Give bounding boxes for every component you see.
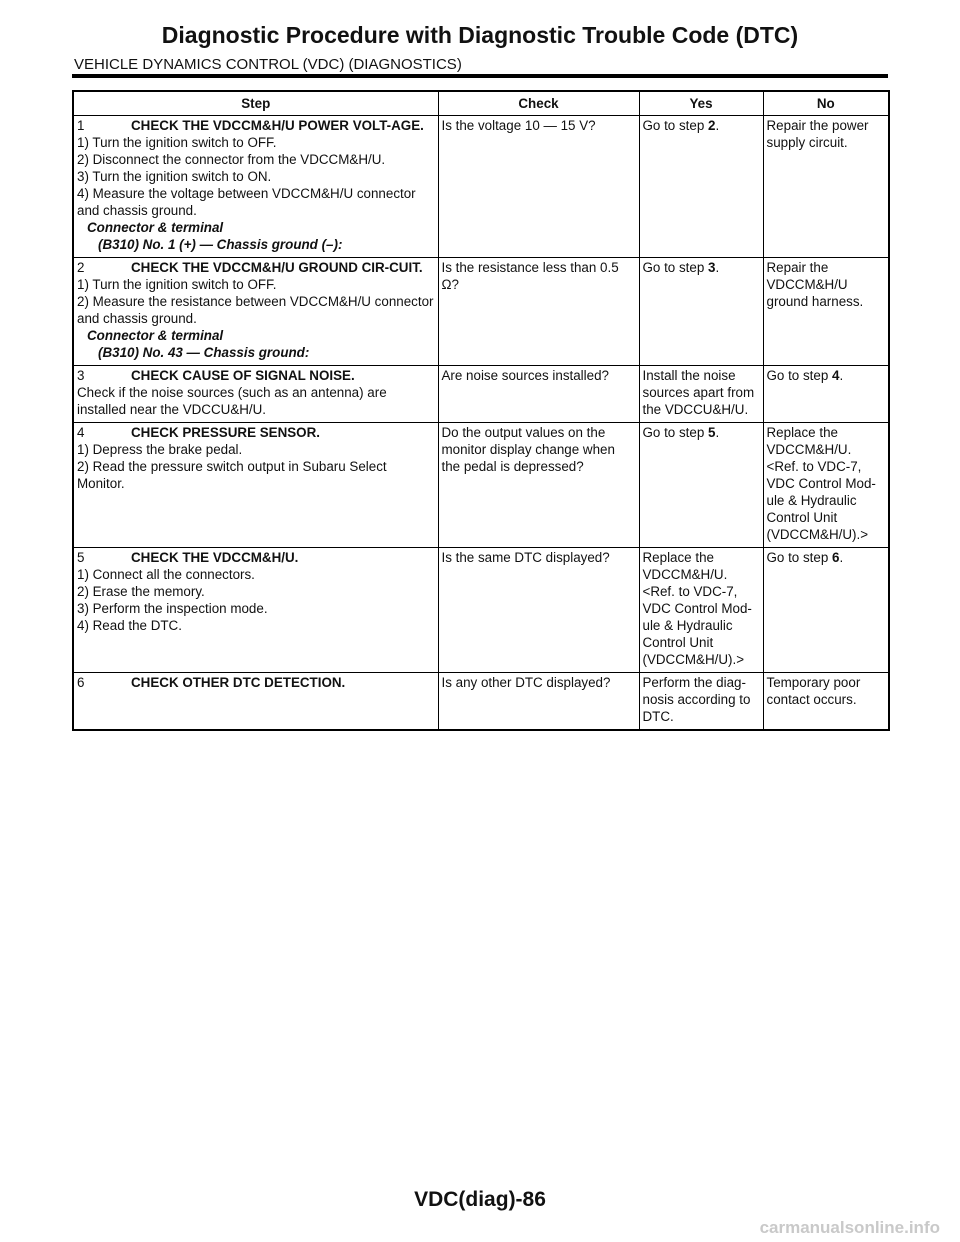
step-instruction: 3) Perform the inspection mode.: [77, 601, 268, 616]
watermark: carmanualsonline.info: [759, 1218, 940, 1237]
step-instruction: 1) Turn the ignition switch to OFF.: [77, 277, 277, 292]
yes-cell: Replace the VDCCM&H/U. <Ref. to VDC-7, VDC Control Mod-ule & Hydraulic Control Unit (VDCCM&H/U).>: [639, 548, 763, 673]
no-cell: [763, 366, 889, 423]
step-cell: [73, 673, 438, 731]
step-instruction: 2) Erase the memory.: [77, 584, 205, 599]
yes-suffix: .: [715, 260, 720, 275]
step-number: 2: [77, 260, 85, 275]
step-number: 6: [77, 675, 85, 690]
step-instruction: 1) Connect all the connectors.: [77, 567, 255, 582]
page-title: Diagnostic Procedure with Diagnostic Trouble Code (DTC): [161, 22, 799, 48]
step-cell: [73, 116, 438, 258]
step-heading: CHECK CAUSE OF SIGNAL NOISE.: [131, 368, 355, 383]
step-heading: CHECK THE VDCCM&H/U GROUND CIR-CUIT.: [131, 260, 423, 275]
no-cell: [763, 548, 889, 673]
step-instruction: 2) Disconnect the connector from the VDCCM&H/U.: [77, 152, 386, 167]
step-instruction: 1) Turn the ignition switch to OFF.: [77, 135, 277, 150]
section-title: VEHICLE DYNAMICS CONTROL (VDC) (DIAGNOSTICS): [74, 56, 462, 73]
step-number: 1: [77, 118, 85, 133]
step-heading: CHECK PRESSURE SENSOR.: [131, 425, 320, 440]
step-heading: CHECK OTHER DTC DETECTION.: [131, 675, 346, 690]
yes-text: Go to step: [642, 118, 709, 133]
yes-cell: [639, 423, 763, 548]
step-ref: 6: [832, 550, 840, 565]
step-ref: 2: [708, 118, 716, 133]
step-heading: CHECK THE VDCCM&H/U.: [131, 550, 299, 565]
yes-cell: Install the noise sources apart from the VDCCU&H/U.: [639, 366, 763, 423]
step-instruction: 3) Turn the ignition switch to ON.: [77, 169, 272, 184]
yes-cell: [639, 116, 763, 258]
header-yes: Yes: [639, 91, 763, 116]
yes-cell: [639, 258, 763, 366]
no-text: Go to step: [766, 368, 833, 383]
table-row: [73, 423, 889, 548]
check-cell: Is the same DTC displayed?: [438, 548, 639, 673]
page-number: VDC(diag)-86: [414, 1188, 546, 1211]
step-instruction: 4) Read the DTC.: [77, 618, 182, 633]
step-instruction: 4) Measure the voltage between VDCCM&H/U connector and chassis ground.: [77, 186, 416, 218]
connector-value: (B310) No. 43 — Chassis ground:: [98, 345, 310, 360]
no-cell: Replace the VDCCM&H/U. <Ref. to VDC-7, VDC Control Mod-ule & Hydraulic Control Unit (VDCCM&H/U).>: [763, 423, 889, 548]
yes-suffix: .: [715, 425, 720, 440]
step-number: 4: [77, 425, 85, 440]
no-suffix: .: [839, 368, 844, 383]
step-instruction: 2) Read the pressure switch output in Subaru Select Monitor.: [77, 459, 387, 491]
no-suffix: .: [839, 550, 844, 565]
step-instruction: Check if the noise sources (such as an antenna) are installed near the VDCCU&H/U.: [77, 385, 387, 417]
step-cell: [73, 366, 438, 423]
header-check: Check: [438, 91, 639, 116]
table-header-row: [73, 91, 889, 116]
step-heading: CHECK THE VDCCM&H/U POWER VOLT-AGE.: [131, 118, 424, 133]
connector-label: Connector & terminal: [87, 220, 224, 235]
header-rule: [72, 74, 888, 78]
no-text: Go to step: [766, 550, 833, 565]
step-cell: [73, 423, 438, 548]
header-step: Step: [73, 91, 438, 116]
step-instruction: 2) Measure the resistance between VDCCM&H/U connector and chassis ground.: [77, 294, 434, 326]
check-cell: Do the output values on the monitor display change when the pedal is depressed?: [438, 423, 639, 548]
table-row: [73, 673, 889, 731]
check-cell: Is the voltage 10 — 15 V?: [438, 116, 639, 258]
table-row: [73, 116, 889, 258]
no-cell: Repair the VDCCM&H/U ground harness.: [763, 258, 889, 366]
connector-value: (B310) No. 1 (+) — Chassis ground (–):: [98, 237, 343, 252]
yes-text: Go to step: [642, 425, 709, 440]
diagnostic-table: [72, 90, 890, 731]
check-cell: Is the resistance less than 0.5 Ω?: [438, 258, 639, 366]
no-cell: Temporary poor contact occurs.: [763, 673, 889, 731]
step-ref: 5: [708, 425, 716, 440]
step-ref: 4: [832, 368, 840, 383]
yes-text: Go to step: [642, 260, 709, 275]
table-row: [73, 366, 889, 423]
step-cell: [73, 548, 438, 673]
no-cell: Repair the power supply circuit.: [763, 116, 889, 258]
step-ref: 3: [708, 260, 716, 275]
table-row: [73, 258, 889, 366]
table-row: [73, 548, 889, 673]
step-number: 3: [77, 368, 85, 383]
step-number: 5: [77, 550, 85, 565]
connector-label: Connector & terminal: [87, 328, 224, 343]
yes-cell: Perform the diag-nosis according to DTC.: [639, 673, 763, 731]
step-instruction: 1) Depress the brake pedal.: [77, 442, 243, 457]
header-no: No: [763, 91, 889, 116]
check-cell: Are noise sources installed?: [438, 366, 639, 423]
check-cell: Is any other DTC displayed?: [438, 673, 639, 731]
step-cell: [73, 258, 438, 366]
yes-suffix: .: [715, 118, 720, 133]
